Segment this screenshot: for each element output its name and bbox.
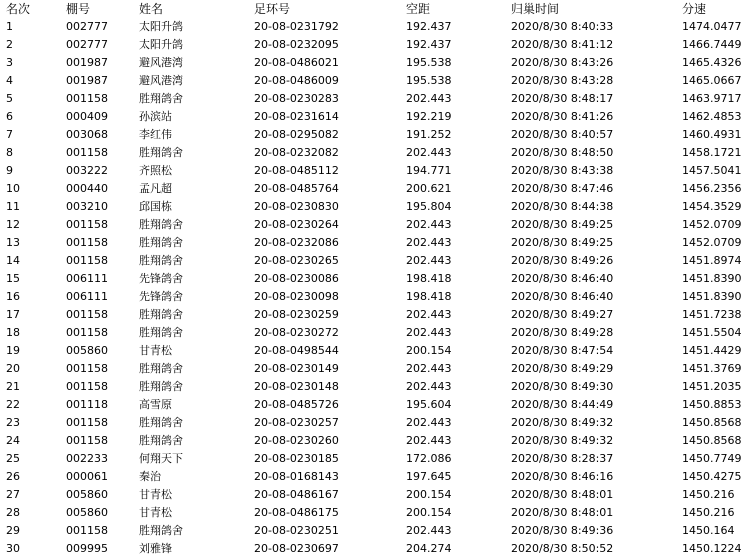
table-row: [0, 180, 742, 198]
loft-number-cell: 002233: [66, 452, 108, 465]
loft-number-cell: 001118: [66, 398, 108, 411]
loft-number-cell: 006111: [66, 290, 108, 303]
rank-cell: 12: [6, 218, 20, 231]
name-cell: 齐照松: [139, 164, 172, 177]
table-row: [0, 504, 742, 522]
speed-cell: 1462.4853: [682, 110, 742, 123]
rank-cell: 18: [6, 326, 20, 339]
distance-cell: 202.443: [406, 416, 452, 429]
name-cell: 胜翔鸽舍: [139, 308, 183, 321]
return-time-cell: 2020/8/30 8:47:54: [511, 344, 614, 357]
table-row: [0, 198, 742, 216]
rank-cell: 30: [6, 542, 20, 555]
speed-cell: 1450.216: [682, 506, 735, 519]
return-time-cell: 2020/8/30 8:44:38: [511, 200, 614, 213]
table-row: [0, 72, 742, 90]
ring-number-cell: 20-08-0230260: [254, 434, 339, 447]
rank-cell: 23: [6, 416, 20, 429]
ring-number-cell: 20-08-0498544: [254, 344, 339, 357]
distance-cell: 195.538: [406, 74, 452, 87]
return-time-cell: 2020/8/30 8:49:26: [511, 254, 614, 267]
name-cell: 太阳升鸽: [139, 20, 183, 33]
return-time-cell: 2020/8/30 8:49:36: [511, 524, 614, 537]
speed-cell: 1463.9717: [682, 92, 742, 105]
return-time-cell: 2020/8/30 8:49:32: [511, 416, 614, 429]
name-cell: 胜翔鸽舍: [139, 434, 183, 447]
speed-cell: 1450.8853: [682, 398, 742, 411]
speed-cell: 1451.7238: [682, 308, 742, 321]
table-row: [0, 144, 742, 162]
rank-cell: 24: [6, 434, 20, 447]
distance-cell: 195.538: [406, 56, 452, 69]
rank-cell: 7: [6, 128, 13, 141]
header-speed: 分速: [682, 2, 707, 16]
ring-number-cell: 20-08-0486175: [254, 506, 339, 519]
name-cell: 胜翔鸽舍: [139, 254, 183, 267]
distance-cell: 202.443: [406, 218, 452, 231]
name-cell: 胜翔鸽舍: [139, 146, 183, 159]
distance-cell: 202.443: [406, 236, 452, 249]
header-name: 姓名: [139, 2, 164, 16]
rank-cell: 10: [6, 182, 20, 195]
table-row: [0, 540, 742, 558]
name-cell: 太阳升鸽: [139, 38, 183, 51]
ring-number-cell: 20-08-0230257: [254, 416, 339, 429]
rank-cell: 26: [6, 470, 20, 483]
table-row: [0, 108, 742, 126]
name-cell: 胜翔鸽舍: [139, 236, 183, 249]
speed-cell: 1460.4931: [682, 128, 742, 141]
rank-cell: 3: [6, 56, 13, 69]
loft-number-cell: 001987: [66, 74, 108, 87]
return-time-cell: 2020/8/30 8:44:49: [511, 398, 614, 411]
loft-number-cell: 003210: [66, 200, 108, 213]
return-time-cell: 2020/8/30 8:47:46: [511, 182, 614, 195]
return-time-cell: 2020/8/30 8:48:17: [511, 92, 614, 105]
speed-cell: 1450.7749: [682, 452, 742, 465]
ring-number-cell: 20-08-0295082: [254, 128, 339, 141]
rank-cell: 25: [6, 452, 20, 465]
rank-cell: 17: [6, 308, 20, 321]
loft-number-cell: 009995: [66, 542, 108, 555]
name-cell: 避风港湾: [139, 56, 183, 69]
loft-number-cell: 001158: [66, 380, 108, 393]
table-row: [0, 126, 742, 144]
distance-cell: 200.154: [406, 488, 452, 501]
table-row: [0, 432, 742, 450]
loft-number-cell: 001158: [66, 218, 108, 231]
rank-cell: 9: [6, 164, 13, 177]
speed-cell: 1451.8974: [682, 254, 742, 267]
speed-cell: 1451.5504: [682, 326, 742, 339]
ring-number-cell: 20-08-0485764: [254, 182, 339, 195]
ring-number-cell: 20-08-0230264: [254, 218, 339, 231]
loft-number-cell: 003222: [66, 164, 108, 177]
return-time-cell: 2020/8/30 8:40:33: [511, 20, 614, 33]
rank-cell: 16: [6, 290, 20, 303]
table-row: [0, 216, 742, 234]
ring-number-cell: 20-08-0230697: [254, 542, 339, 555]
header-return-time: 归巢时间: [511, 2, 560, 16]
return-time-cell: 2020/8/30 8:40:57: [511, 128, 614, 141]
name-cell: 邱国栋: [139, 200, 172, 213]
table-row: [0, 252, 742, 270]
ring-number-cell: 20-08-0230265: [254, 254, 339, 267]
name-cell: 秦治: [139, 470, 161, 483]
return-time-cell: 2020/8/30 8:43:26: [511, 56, 614, 69]
name-cell: 高雪原: [139, 398, 172, 411]
table-body: [0, 18, 742, 558]
name-cell: 李红伟: [139, 128, 172, 141]
name-cell: 甘青松: [139, 488, 172, 501]
ring-number-cell: 20-08-0485112: [254, 164, 339, 177]
speed-cell: 1450.8568: [682, 434, 742, 447]
speed-cell: 1451.4429: [682, 344, 742, 357]
ring-number-cell: 20-08-0485726: [254, 398, 339, 411]
ring-number-cell: 20-08-0232082: [254, 146, 339, 159]
table-row: [0, 36, 742, 54]
distance-cell: 202.443: [406, 434, 452, 447]
table-row: [0, 450, 742, 468]
distance-cell: 202.443: [406, 380, 452, 393]
table-row: [0, 324, 742, 342]
return-time-cell: 2020/8/30 8:49:25: [511, 236, 614, 249]
header-rank: 名次: [6, 2, 31, 16]
table-row: [0, 90, 742, 108]
ring-number-cell: 20-08-0230148: [254, 380, 339, 393]
distance-cell: 204.274: [406, 542, 452, 555]
name-cell: 胜翔鸽舍: [139, 326, 183, 339]
rank-cell: 15: [6, 272, 20, 285]
table-row: [0, 306, 742, 324]
ring-number-cell: 20-08-0232086: [254, 236, 339, 249]
name-cell: 先锋鸽舍: [139, 290, 183, 303]
distance-cell: 195.804: [406, 200, 452, 213]
table-row: [0, 378, 742, 396]
table-row: [0, 342, 742, 360]
rank-cell: 27: [6, 488, 20, 501]
return-time-cell: 2020/8/30 8:43:28: [511, 74, 614, 87]
name-cell: 胜翔鸽舍: [139, 416, 183, 429]
ring-number-cell: 20-08-0230086: [254, 272, 339, 285]
table-row: [0, 288, 742, 306]
return-time-cell: 2020/8/30 8:48:50: [511, 146, 614, 159]
loft-number-cell: 001158: [66, 524, 108, 537]
rank-cell: 19: [6, 344, 20, 357]
speed-cell: 1452.0709: [682, 218, 742, 231]
speed-cell: 1450.164: [682, 524, 735, 537]
return-time-cell: 2020/8/30 8:49:25: [511, 218, 614, 231]
loft-number-cell: 000440: [66, 182, 108, 195]
ring-number-cell: 20-08-0230251: [254, 524, 339, 537]
distance-cell: 198.418: [406, 290, 452, 303]
loft-number-cell: 001158: [66, 254, 108, 267]
distance-cell: 195.604: [406, 398, 452, 411]
table-row: [0, 234, 742, 252]
speed-cell: 1451.3769: [682, 362, 742, 375]
speed-cell: 1451.8390: [682, 272, 742, 285]
loft-number-cell: 002777: [66, 20, 108, 33]
loft-number-cell: 001158: [66, 146, 108, 159]
loft-number-cell: 002777: [66, 38, 108, 51]
speed-cell: 1454.3529: [682, 200, 742, 213]
return-time-cell: 2020/8/30 8:43:38: [511, 164, 614, 177]
speed-cell: 1450.216: [682, 488, 735, 501]
return-time-cell: 2020/8/30 8:28:37: [511, 452, 614, 465]
header-loft-number: 棚号: [66, 2, 91, 16]
table-row: [0, 270, 742, 288]
return-time-cell: 2020/8/30 8:48:01: [511, 488, 614, 501]
name-cell: 胜翔鸽舍: [139, 524, 183, 537]
name-cell: 胜翔鸽舍: [139, 92, 183, 105]
loft-number-cell: 001158: [66, 416, 108, 429]
distance-cell: 202.443: [406, 362, 452, 375]
name-cell: 胜翔鸽舍: [139, 218, 183, 231]
loft-number-cell: 001158: [66, 326, 108, 339]
distance-cell: 200.154: [406, 344, 452, 357]
rank-cell: 2: [6, 38, 13, 51]
rank-cell: 22: [6, 398, 20, 411]
ring-number-cell: 20-08-0230283: [254, 92, 339, 105]
speed-cell: 1457.5041: [682, 164, 742, 177]
name-cell: 先锋鸽舍: [139, 272, 183, 285]
distance-cell: 200.621: [406, 182, 452, 195]
speed-cell: 1450.8568: [682, 416, 742, 429]
rank-cell: 8: [6, 146, 13, 159]
loft-number-cell: 000061: [66, 470, 108, 483]
rank-cell: 14: [6, 254, 20, 267]
speed-cell: 1456.2356: [682, 182, 742, 195]
ring-number-cell: 20-08-0230149: [254, 362, 339, 375]
speed-cell: 1450.4275: [682, 470, 742, 483]
ring-number-cell: 20-08-0486167: [254, 488, 339, 501]
ring-number-cell: 20-08-0168143: [254, 470, 339, 483]
distance-cell: 192.437: [406, 38, 452, 51]
return-time-cell: 2020/8/30 8:49:29: [511, 362, 614, 375]
loft-number-cell: 005860: [66, 344, 108, 357]
ring-number-cell: 20-08-0230272: [254, 326, 339, 339]
return-time-cell: 2020/8/30 8:49:30: [511, 380, 614, 393]
distance-cell: 172.086: [406, 452, 452, 465]
table-row: [0, 468, 742, 486]
return-time-cell: 2020/8/30 8:50:52: [511, 542, 614, 555]
distance-cell: 200.154: [406, 506, 452, 519]
rank-cell: 11: [6, 200, 20, 213]
speed-cell: 1450.1224: [682, 542, 742, 555]
speed-cell: 1466.7449: [682, 38, 742, 51]
table-row: [0, 18, 742, 36]
distance-cell: 194.771: [406, 164, 452, 177]
name-cell: 孙滨站: [139, 110, 172, 123]
table-row: [0, 396, 742, 414]
return-time-cell: 2020/8/30 8:48:01: [511, 506, 614, 519]
name-cell: 避风港湾: [139, 74, 183, 87]
speed-cell: 1474.0477: [682, 20, 742, 33]
return-time-cell: 2020/8/30 8:49:27: [511, 308, 614, 321]
rank-cell: 13: [6, 236, 20, 249]
speed-cell: 1451.8390: [682, 290, 742, 303]
distance-cell: 202.443: [406, 92, 452, 105]
ring-number-cell: 20-08-0231792: [254, 20, 339, 33]
name-cell: 何翔天下: [139, 452, 183, 465]
return-time-cell: 2020/8/30 8:49:28: [511, 326, 614, 339]
ring-number-cell: 20-08-0232095: [254, 38, 339, 51]
table-header-row: [0, 0, 742, 18]
table-row: [0, 162, 742, 180]
name-cell: 胜翔鸽舍: [139, 380, 183, 393]
distance-cell: 192.437: [406, 20, 452, 33]
ring-number-cell: 20-08-0231614: [254, 110, 339, 123]
return-time-cell: 2020/8/30 8:41:26: [511, 110, 614, 123]
loft-number-cell: 000409: [66, 110, 108, 123]
return-time-cell: 2020/8/30 8:46:40: [511, 272, 614, 285]
loft-number-cell: 005860: [66, 488, 108, 501]
ring-number-cell: 20-08-0486009: [254, 74, 339, 87]
distance-cell: 192.219: [406, 110, 452, 123]
ring-number-cell: 20-08-0230098: [254, 290, 339, 303]
return-time-cell: 2020/8/30 8:46:40: [511, 290, 614, 303]
rank-cell: 20: [6, 362, 20, 375]
rank-cell: 5: [6, 92, 13, 105]
loft-number-cell: 006111: [66, 272, 108, 285]
table-row: [0, 360, 742, 378]
loft-number-cell: 003068: [66, 128, 108, 141]
distance-cell: 202.443: [406, 146, 452, 159]
distance-cell: 198.418: [406, 272, 452, 285]
ring-number-cell: 20-08-0230185: [254, 452, 339, 465]
rank-cell: 1: [6, 20, 13, 33]
ring-number-cell: 20-08-0230259: [254, 308, 339, 321]
table-row: [0, 54, 742, 72]
speed-cell: 1452.0709: [682, 236, 742, 249]
speed-cell: 1465.0667: [682, 74, 742, 87]
rank-cell: 6: [6, 110, 13, 123]
rank-cell: 4: [6, 74, 13, 87]
table-row: [0, 486, 742, 504]
name-cell: 胜翔鸽舍: [139, 362, 183, 375]
table-row: [0, 522, 742, 540]
loft-number-cell: 005860: [66, 506, 108, 519]
loft-number-cell: 001158: [66, 362, 108, 375]
return-time-cell: 2020/8/30 8:41:12: [511, 38, 614, 51]
distance-cell: 202.443: [406, 308, 452, 321]
ring-number-cell: 20-08-0230830: [254, 200, 339, 213]
return-time-cell: 2020/8/30 8:49:32: [511, 434, 614, 447]
speed-cell: 1465.4326: [682, 56, 742, 69]
name-cell: 刘雅锋: [139, 542, 172, 555]
ring-number-cell: 20-08-0486021: [254, 56, 339, 69]
loft-number-cell: 001158: [66, 308, 108, 321]
speed-cell: 1458.1721: [682, 146, 742, 159]
header-ring-number: 足环号: [254, 2, 291, 16]
rank-cell: 21: [6, 380, 20, 393]
speed-cell: 1451.2035: [682, 380, 742, 393]
name-cell: 甘青松: [139, 344, 172, 357]
name-cell: 甘青松: [139, 506, 172, 519]
loft-number-cell: 001158: [66, 434, 108, 447]
table-row: [0, 414, 742, 432]
distance-cell: 197.645: [406, 470, 452, 483]
header-distance: 空距: [406, 2, 431, 16]
distance-cell: 191.252: [406, 128, 452, 141]
distance-cell: 202.443: [406, 254, 452, 267]
name-cell: 孟凡超: [139, 182, 172, 195]
loft-number-cell: 001987: [66, 56, 108, 69]
return-time-cell: 2020/8/30 8:46:16: [511, 470, 614, 483]
loft-number-cell: 001158: [66, 236, 108, 249]
rank-cell: 28: [6, 506, 20, 519]
distance-cell: 202.443: [406, 326, 452, 339]
rank-cell: 29: [6, 524, 20, 537]
loft-number-cell: 001158: [66, 92, 108, 105]
distance-cell: 202.443: [406, 524, 452, 537]
